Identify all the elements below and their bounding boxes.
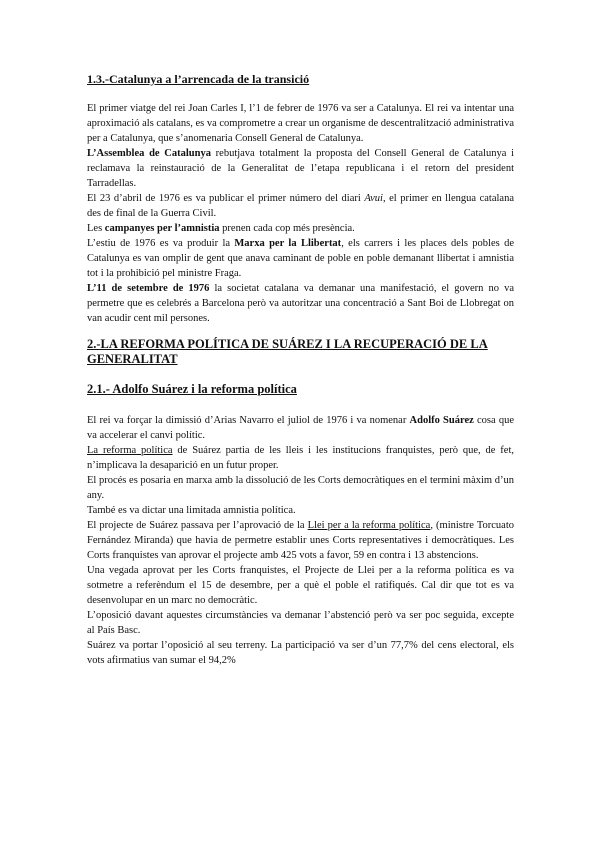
section-heading-2-1: 2.1.- Adolfo Suárez i la reforma política — [87, 382, 297, 396]
paragraph: L’Assemblea de Catalunya rebutjava totalment la proposta del Consell General de Catalunya i reclamava la reinstauració de la Generalitat de l’etapa republicana i el retorn del president Tarradellas. — [87, 148, 514, 189]
paragraph: El rei va forçar la dimissió d’Arias Navarro el juliol de 1976 i va nomenar Adolfo Suárez cosa que va accelerar el canvi polític. — [87, 415, 514, 441]
paragraph: Suárez va portar l’oposició al seu terreny. La participació va ser d’un 77,7% del cens electoral, els vots afirmatius van sumar el 94,2% — [87, 640, 514, 666]
paragraph: Les campanyes per l’amnistia prenen cada cop més presència. — [87, 223, 355, 234]
bold-term: campanyes per l’amnistia — [104, 223, 220, 234]
underlined-term: Llei per a la reforma política — [307, 520, 431, 531]
bold-term: Marxa per la Llibertat — [234, 238, 342, 249]
section-heading-2: 2.-LA REFORMA POLÍTICA DE SUÁREZ I LA RECUPERACIÓ DE LA GENERALITAT — [87, 337, 488, 366]
italic-term: Avui — [364, 193, 383, 204]
paragraph: També es va dictar una limitada amnistia política. — [87, 505, 296, 516]
paragraph: L’11 de setembre de 1976 la societat catalana va demanar una manifestació, el govern no va permetre que es celebrés a Barcelona però va autoritzar una concentració a Sant Boi de Llobregat on van acudir cent mil persones. — [87, 283, 515, 324]
paragraph: El primer viatge del rei Joan Carles I, l’1 de febrer de 1976 va ser a Catalunya. El rei va intentar una aproximació als catalans, es va comprometre a crear un organisme de descentralització administrativa per a Catalunya, que s’anomenaria Consell General de Catalunya. — [87, 103, 514, 144]
underlined-term: La reforma política — [87, 445, 173, 456]
section-heading-1-3: 1.3.-Catalunya a l’arrencada de la transició — [87, 72, 310, 86]
section-1-3-body — [87, 101, 514, 326]
bold-term: L’11 de setembre de 1976 — [87, 283, 210, 294]
paragraph: L’oposició davant aquestes circumstàncies va demanar l’abstenció però va ser poc seguida, excepte al País Basc. — [87, 610, 514, 636]
section-2-1-body — [87, 413, 514, 668]
paragraph: Una vegada aprovat per les Corts franquistes, el Projecte de Llei per a la reforma política es va sotmetre a referèndum el 15 de desembre, per a què el poble el ratifiqués. Cal dir que tot es va desenvolupar en un marc no democràtic. — [87, 565, 514, 606]
paragraph: El projecte de Suárez passava per l’aprovació de la Llei per a la reforma política, (ministre Torcuato Fernández Miranda) que havia de permetre establir unes Corts representatives i democràtiques. Les Corts franquistes van aprovar el projecte amb 425 vots a favor, 59 en contra i 13 abstencions. — [87, 520, 514, 561]
paragraph: La reforma política de Suárez partia de les lleis i les institucions franquistes, però que, de fet, n’implicava la desaparició en un futur proper. — [87, 445, 514, 471]
paragraph: El 23 d’abril de 1976 es va publicar el primer número del diari Avui, el primer en llengua catalana des de final de la Guerra Civil. — [87, 193, 514, 219]
bold-term: L’Assemblea de Catalunya — [87, 148, 211, 159]
paragraph: El procés es posaria en marxa amb la dissolució de les Corts democràtiques en el termini màxim d’un any. — [87, 475, 514, 501]
bold-term: Adolfo Suárez — [409, 415, 474, 426]
paragraph: L’estiu de 1976 es va produir la Marxa per la Llibertat, els carrers i les places dels pobles de Catalunya es van omplir de gent que anava caminant de poble en poble demanant llibertat i amnistia tot i la prohibició pel ministre Fraga. — [87, 238, 514, 279]
